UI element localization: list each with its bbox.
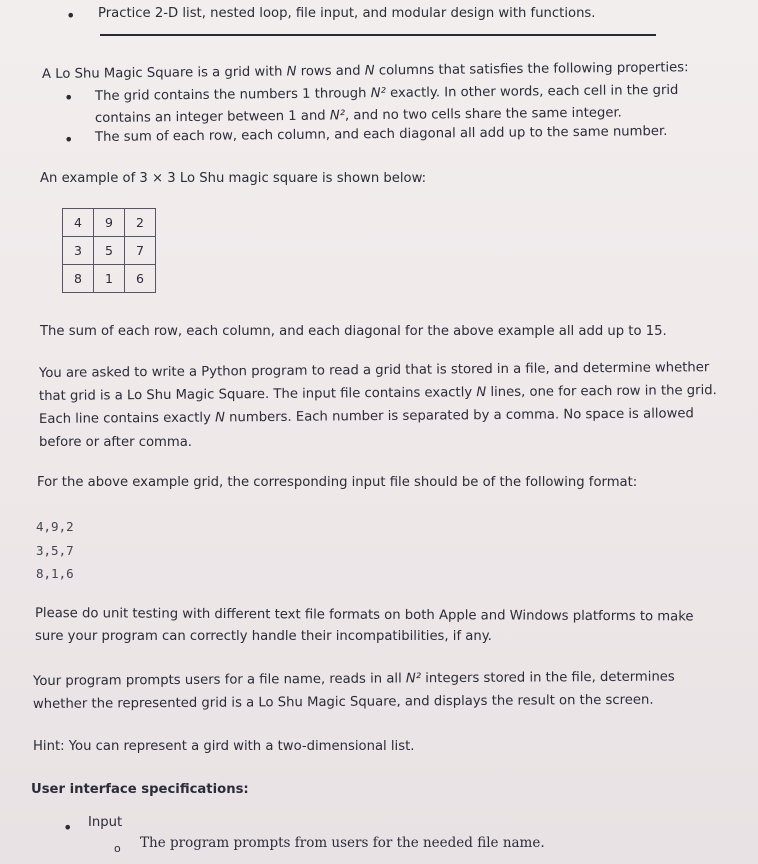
ui-spec-title: User interface specifications: — [31, 782, 249, 797]
testing-line-1: Please do unit testing with different text file formats on both Apple and Windows platforms to make — [34, 606, 694, 625]
file-line: 3,5,7 — [36, 543, 74, 558]
property-bullet: • — [64, 88, 74, 107]
task-line-2: that grid is a Lo Shu Magic Square. The input file contains exactly N lines, one for each row in the grid. — [38, 383, 717, 404]
header-underline — [100, 34, 656, 36]
grid-cell: 6 — [125, 265, 156, 293]
property-bullet: • — [64, 130, 74, 149]
grid-cell: 5 — [94, 237, 125, 265]
ui-spec-input-label: Input — [88, 815, 123, 830]
grid-cell: 1 — [94, 265, 125, 293]
hint: Hint: You can represent a gird with a two-dimensional list. — [33, 739, 415, 754]
grid-cell: 7 — [125, 237, 156, 265]
grid-cell: 9 — [94, 209, 125, 237]
grid-cell: 8 — [63, 265, 94, 293]
property-2: The sum of each row, each column, and each diagonal all add up to the same number. — [94, 124, 668, 145]
ui-spec-sub-bullet: o — [114, 842, 121, 855]
sum-sentence: The sum of each row, each column, and each diagonal for the above example all add up to 15. — [40, 324, 667, 339]
header-bullet: • — [66, 6, 76, 25]
grid-cell: 2 — [125, 209, 156, 237]
ui-spec-bullet: • — [63, 818, 73, 837]
grid-row — [63, 265, 156, 293]
property-1-cont: contains an integer between 1 and N², and no two cells share the same integer. — [94, 105, 622, 126]
grid-row — [63, 237, 156, 265]
grid-cell: 3 — [63, 237, 94, 265]
testing-line-2: sure your program can correctly handle their incompatibilities, if any. — [35, 629, 492, 644]
ui-spec-sub-item: The program prompts from users for the needed file name. — [140, 835, 545, 851]
grid-row — [63, 209, 156, 237]
grid-cell: 4 — [63, 209, 94, 237]
task-line-1: You are asked to write a Python program to read a grid that is stored in a file, and determine whether — [38, 360, 710, 381]
format-intro: For the above example grid, the corresponding input file should be of the following format: — [37, 475, 638, 490]
property-1: The grid contains the numbers 1 through N² exactly. In other words, each cell in the grid — [94, 82, 679, 104]
file-line: 4,9,2 — [36, 519, 74, 534]
magic-square-grid — [62, 208, 156, 293]
prompt-line-2: whether the represented grid is a Lo Shu Magic Square, and displays the result on the screen. — [32, 692, 654, 712]
task-line-3: Each line contains exactly N numbers. Each number is separated by a comma. No space is allowed — [38, 406, 694, 427]
header-title: Practice 2-D list, nested loop, file input, and modular design with functions. — [98, 6, 596, 21]
task-line-4: before or after comma. — [39, 435, 192, 450]
file-line: 8,1,6 — [36, 566, 74, 581]
example-intro: An example of 3 × 3 Lo Shu magic square is shown below: — [40, 171, 427, 186]
intro-line: A Lo Shu Magic Square is a grid with N rows and N columns that satisfies the following properties: — [41, 60, 689, 82]
prompt-line-1: Your program prompts users for a file name, reads in all N² integers stored in the file, determines — [32, 669, 675, 689]
